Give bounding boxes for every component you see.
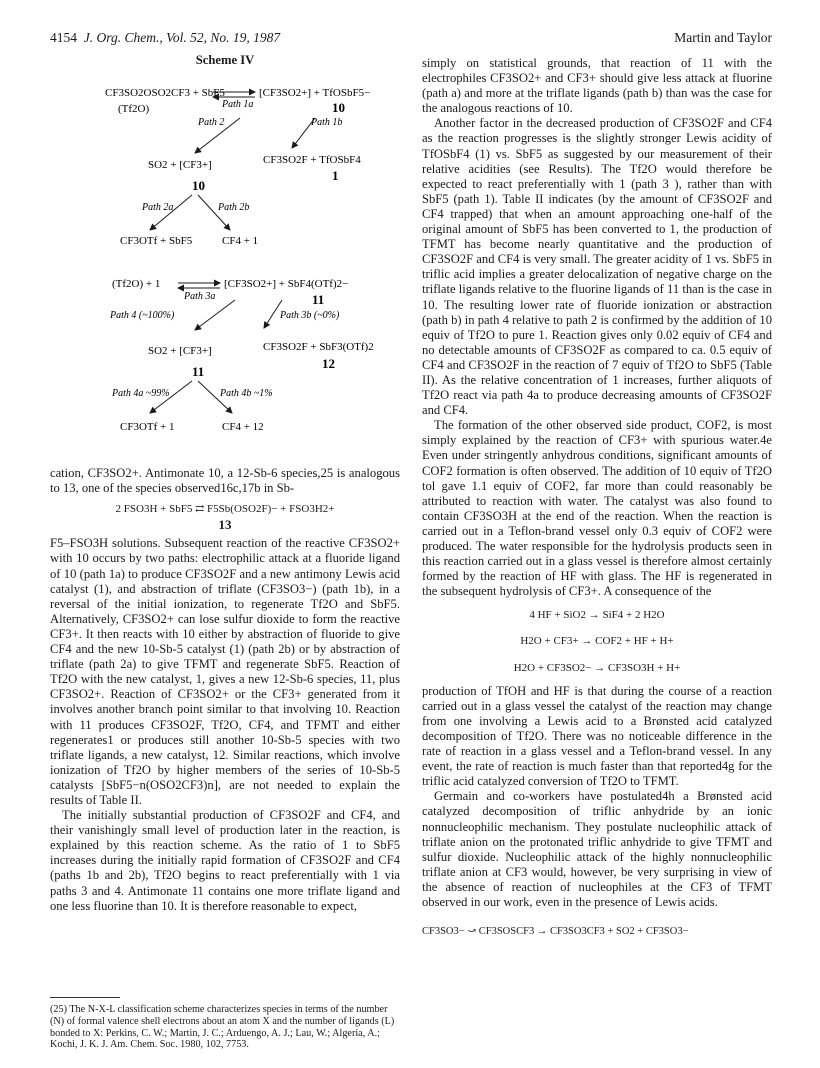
left-paragraph-3: The initially substantial production of CF3SO2F and CF4, and their vanishingly small level of production later in the reaction, is explained by this reaction scheme. As the ratio of 1 to SbF5 increases during the initially rapid formation of CF3SO2F and CF4 (paths 1b and 2b), Tf2O begins to react preferentially with 1 via paths 3 and 4. Antimonate 11 contains one more triflate ligand and one less fluorine than 10. It is therefore reasonable to expect,	[50, 808, 400, 913]
equation-13-label: 13	[218, 517, 232, 533]
scheme-title: Scheme IV	[195, 53, 255, 67]
scheme-path4b: Path 4b ~1%	[220, 388, 273, 399]
scheme-label-12: 12	[322, 356, 335, 371]
scheme-row4-right: [CF3SO2+] + SbF4(OTf)2−	[224, 278, 349, 290]
equation-4-mid: CF3SOSCF3	[478, 926, 535, 938]
scheme-label-10b: 10	[192, 178, 205, 193]
scheme-row6-left: CF3OTf + 1	[120, 421, 175, 433]
header-left	[50, 30, 280, 46]
left-paragraph-1: cation, CF3SO2+. Antimonate 10, a 12-Sb-6 species,25 is analogous to 13, one of the species observed16c,17b in Sb-	[50, 466, 400, 496]
equation-3: H2O + CF3SO2− → CF3SO3H + H+	[513, 661, 681, 674]
scheme-path1b: Path 1b	[311, 117, 343, 128]
scheme-row5-left: SO2 + [CF3+]	[148, 345, 212, 357]
scheme-path2: Path 2	[198, 117, 225, 128]
page-header	[50, 30, 772, 50]
footnote-rule	[50, 997, 120, 998]
scheme-row2-left: SO2 + [CF3+]	[148, 159, 212, 171]
scheme-row1-left: CF3SO2OSO2CF3 + SbF5	[105, 87, 225, 99]
scheme-path2b: Path 2b	[218, 202, 250, 213]
scheme-row1-right: [CF3SO2+] + TfOSbF5−	[259, 87, 371, 99]
footnote-25: (25) The N-X-L classification scheme characterizes species in terms of the number (N) of formal valence shell electrons about an atom X and the number of ligands (L) bonded to X: Perkins, C. W.; Martin, J. C.; Arduengo, A. J.; Lau, W.; Algeria, A.; Kochi, J. K. J. Am. Chem. Soc. 1980, 102, 7753.	[50, 1004, 395, 1051]
scheme-path4: Path 4 (~100%)	[110, 310, 175, 321]
scheme-row2-right: CF3SO2F + TfOSbF4	[263, 154, 361, 166]
scheme-row5-right: CF3SO2F + SbF3(OTf)2	[263, 341, 374, 353]
scheme-label-10a: 10	[332, 100, 345, 115]
equation-4-right: → CF3SO3CF3 + SO2 + CF3SO3−	[536, 926, 689, 938]
left-paragraph-2: F5–FSO3H solutions. Subsequent reaction of the reactive CF3SO2+ with 10 occurs by two paths: electrophilic attack at a fluoride ligand of 10 (path 1a) to produce CF3SO2F and a new antimony Lewis acid catalyst (1), and abstraction of triflate (CF3SO3−) (path 1b), in a reversal of the initial ionization, to regenerate Tf2O and SbF5. Alternatively, CF3SO2+ can lose sulfur dioxide to form the reactive CF3+. It then reacts with 10 either by abstraction of fluoride to give CF4 and the new 10-Sb-5 catalyst (1) (path 2b) or by abstraction of triflate (path 2a) to give TFMT and regenerate SbF5. Reaction of Tf2O with the new catalyst, 1, gives a new 12-Sb-6 species, 11, plus CF3SO2+. Reaction of CF3SO2+ or the CF3+ generated from it involves another branch point similar to that involving 10. Reaction with 11 produces CF3SO2F, Tf2O, CF4, and TFMT and either regenerates1 or produces still another 10-Sb-5 species with two triflate ligands, a new catalyst, 12. Similar reactions, which involve ionization of Tf2O by higher members of the series of 10-Sb-5 catalysts [SbF5−n(OSO2CF3)n], are not needed to explain the results of Table II.	[50, 536, 400, 807]
scheme-row4-left: (Tf2O) + 1	[112, 278, 161, 290]
scheme-row3-right: CF4 + 1	[222, 235, 259, 247]
scheme-label-11b: 11	[192, 364, 205, 379]
scheme-path2a: Path 2a	[142, 202, 174, 213]
curved-arrow-icon: ⤻	[467, 926, 477, 938]
right-paragraph-1: simply on statistical grounds, that reaction of 11 with the electrophiles CF3SO2+ and CF3+ should give less attack at fluorine (path a) and more at the triflate ligands (path b) than was the case for the analogous reactions of 10.	[422, 56, 772, 116]
scheme-path3a: Path 3a	[184, 291, 216, 302]
scheme-row1-tf2o: (Tf2O)	[118, 103, 150, 115]
equation-13: 2 FSO3H + SbF5 ⇄ F5Sb(OSO2F)− + FSO3H2+	[115, 503, 335, 516]
left-column	[50, 466, 400, 914]
scheme-path1a: Path 1a	[222, 99, 254, 110]
right-paragraph-2: Another factor in the decreased production of CF3SO2F and CF4 as the reaction progresses is the slightly stronger Lewis acidity of TfOSbF4 (1) vs. SbF5 as suggested by our measurement of their relative acidities (see Results). The Tf2O would therefore be expected to react preferentially with 1 (path 3 ), rather than with SbF5 (path 1). Table II indicates (by the amount of CF3SO2F and CF4 trapped) that when an amount approaching one-half of the original amount of SbF5 has been converted to 1, the production of TFMT has become nearly quantitative and the production of CF3SO2F and CF4 is very small. The greater acidity of 1 vs. SbF5 in triflic acid implies a greater delocalization of negative charge on the triflate ligands relative to the fluorine ligands of 11 than is the case in 10. The resulting lower rate of fluoride ionization or abstraction (path b) in path 4 relative to path 2 is confirmed by the addition of 10 equiv of Tf2O to pure 1. Reaction gives only 0.02 equiv of CF4 and no detectable amounts of CF3SO2F as compared to ca. 0.5 equiv of CF4 and CF3SO2F in the reaction of 7 equiv of Tf2O to SbF5 (Table II). As the relative concentration of 1 increases, further aliquots of Tf2O react via path 4a to produce decreasing amounts of CF3SO2F and CF4.	[422, 116, 772, 418]
equation-4-left: CF3SO3−	[422, 926, 465, 938]
scheme-label-1: 1	[332, 168, 339, 183]
page-number: 4154	[50, 30, 77, 45]
equation-2: H2O + CF3+ → COF2 + HF + H+	[520, 635, 674, 648]
scheme-label-11a: 11	[312, 292, 325, 307]
scheme-path4a: Path 4a ~99%	[112, 388, 170, 399]
journal-citation: J. Org. Chem., Vol. 52, No. 19, 1987	[83, 30, 281, 45]
scheme-iv-diagram	[50, 68, 400, 460]
header-authors: Martin and Taylor	[674, 30, 772, 45]
right-paragraph-5: Germain and co-workers have postulated4h a Brønsted acid catalyzed decomposition of triflic anhydride by an ionic nonnucleophilic mechanism. They postulate nucleophilic attack of triflate anion on the protonated triflic anhydride to give TFMT and sulfur dioxide. Nucleophilic attack of the highly nonnucleophilic triflate anion at CF3 would, however, be very surprising in view of the absence of reaction of nucleophiles at the CF3 of TFMT observed in our work, even in the presence of Lewis acids.	[422, 789, 772, 909]
right-paragraph-4: production of TfOH and HF is that during the course of a reaction carried out in a glass vessel the catalyst of the reaction may change from one involving a Lewis acid to a Brønsted acid catalyzed decomposition of Tf2O. There was no noticeable difference in the rate of reaction in a glass vessel and a Teflon-brand vessel. In any event, the rate of reaction is much faster than that reported4g for the triflic acid catalyzed conversion of Tf2O to TFMT.	[422, 683, 772, 789]
scheme-row6-right: CF4 + 12	[222, 421, 264, 433]
right-paragraph-3: The formation of the other observed side product, COF2, is most simply explained by the reaction of CF3+ with spurious water.4e Even under stringently anhydrous conditions, significant amounts of COF2 formation is often observed. The addition of 10 equiv of Tf2O tol gave 1.1 equiv of COF2, far more than could reasonably be attributed to reaction with water. The catalyst was also found to contain CF3SO3H at the end of the reaction. When the reaction is carried out in a Teflon-brand vessel only 0.3 equiv of COF2 were produced. The water responsible for the hydrolysis products seen in this reaction carried out in a glass vessel is therefore almost certainly formed by the reaction of HF with glass. The HF is regenerated in the subsequent hydrolysis of CF3+. A consequence of the	[422, 418, 772, 599]
equation-4	[422, 924, 772, 939]
equation-1: 4 HF + SiO2 → SiF4 + 2 H2O	[529, 609, 665, 622]
right-column	[422, 56, 772, 939]
scheme-path3b: Path 3b (~0%)	[280, 310, 340, 321]
scheme-row3-left: CF3OTf + SbF5	[120, 235, 193, 247]
